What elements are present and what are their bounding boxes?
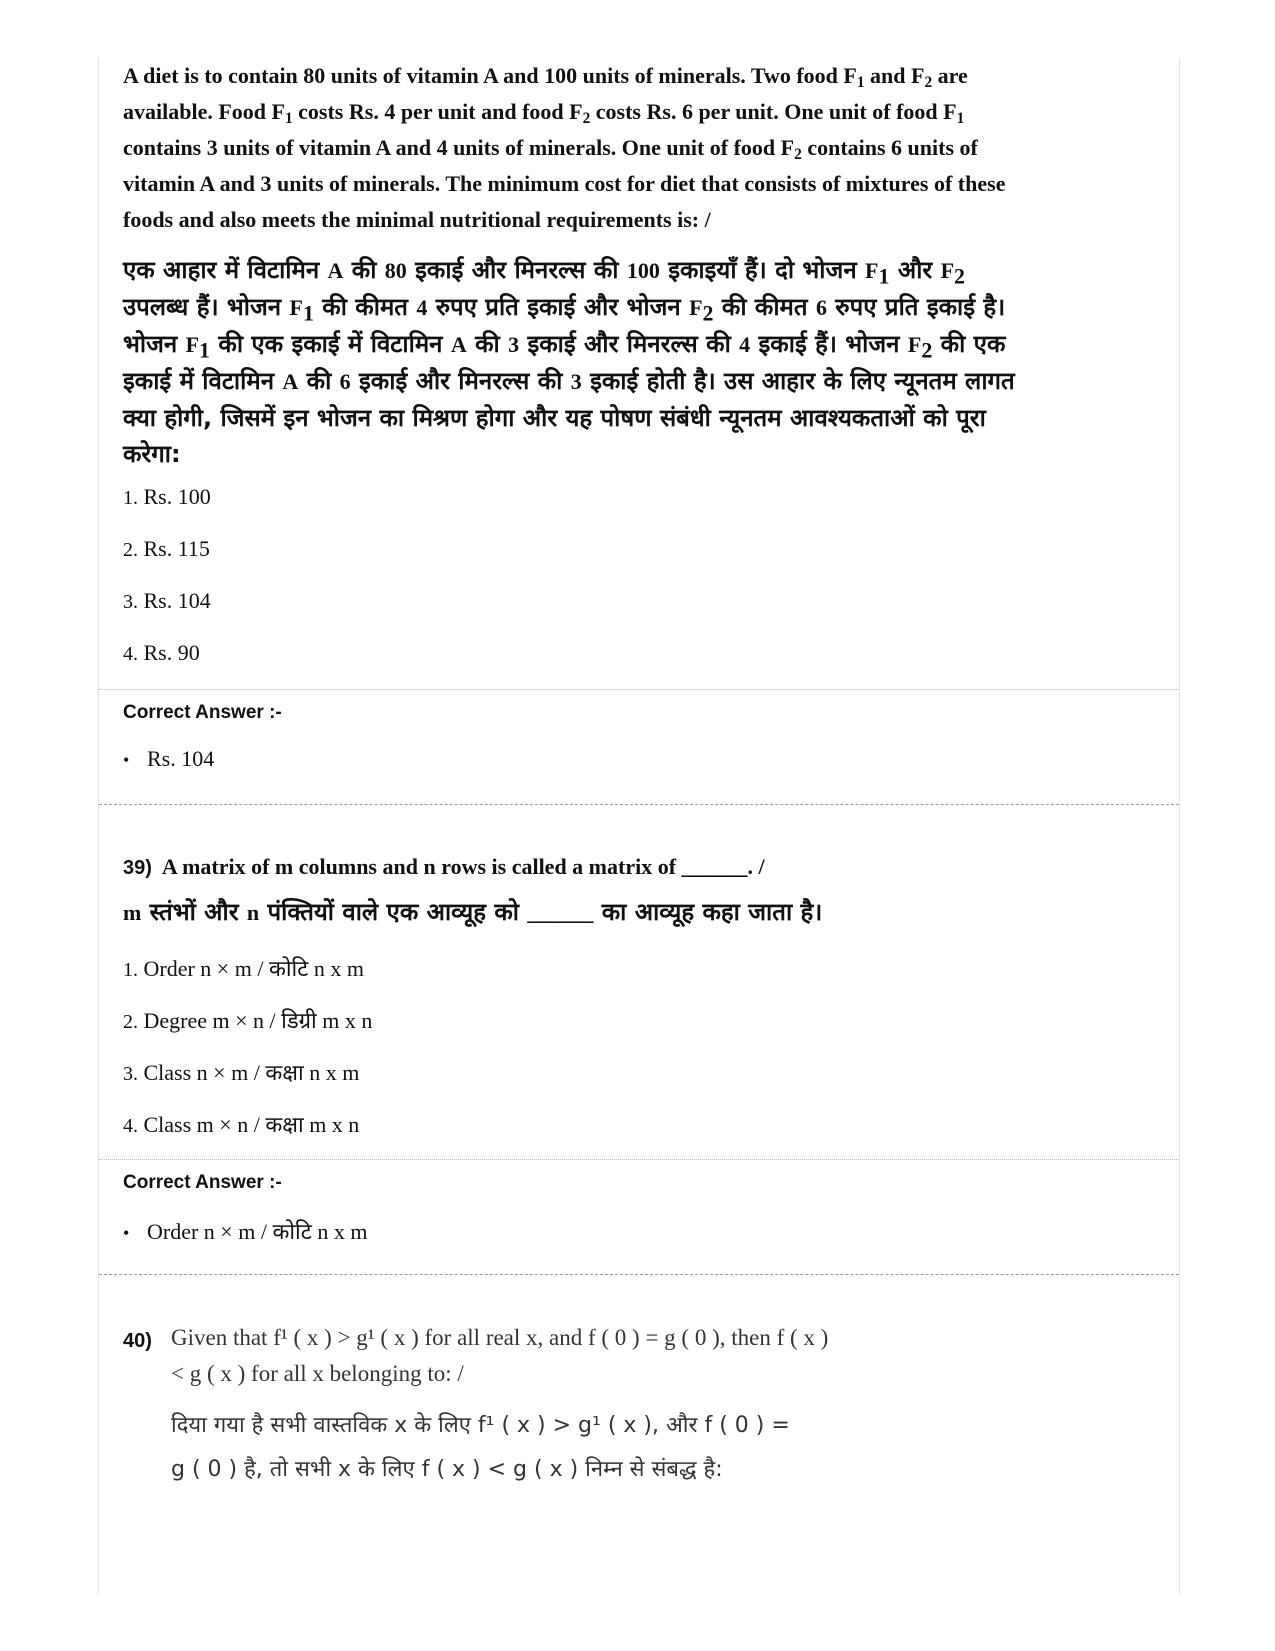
text: F — [865, 258, 879, 283]
divider — [99, 689, 1179, 690]
q39-english-text: A matrix of m columns and n rows is called a matrix of ______. / — [161, 854, 765, 879]
text: इकाई और मिनरल्स की — [350, 367, 571, 395]
option-text: Class m × n / — [143, 1112, 266, 1137]
option-text-hindi: कक्षा — [265, 1061, 304, 1086]
text: रुपए प्रति इकाई और भोजन — [427, 293, 690, 321]
option-text-hindi: कक्षा — [265, 1113, 304, 1138]
q39-option-3 — [123, 1057, 359, 1087]
option-text: n x m — [308, 956, 364, 981]
option-text: n x m — [303, 1060, 360, 1085]
text: और — [889, 256, 941, 284]
text: इकाई होती है। उस आहार के लिए न्यूनतम लागत — [581, 367, 1015, 395]
text: की कीमत — [713, 293, 816, 321]
option-number: 1. — [123, 487, 138, 509]
subscript: 1 — [956, 109, 965, 127]
q38-hindi — [123, 252, 1153, 472]
text: 100 — [626, 258, 660, 283]
text: इकाई और मिनरल्स की — [519, 330, 740, 358]
subscript: 1 — [856, 73, 865, 91]
q39-correct-answer-label: Correct Answer :- — [123, 1172, 282, 1193]
text: इकाई में विटामिन — [123, 367, 283, 395]
option-text: Order n × m / — [143, 956, 269, 981]
text: भोजन — [123, 330, 186, 358]
option-number: 2. — [123, 539, 138, 561]
subscript: 2 — [921, 337, 933, 363]
text: रुपए प्रति इकाई है। — [826, 293, 1006, 321]
blank: ______ — [527, 900, 594, 925]
option-number: 3. — [123, 1063, 138, 1085]
q38-option-1 — [123, 484, 211, 510]
option-text: Degree m × n / — [143, 1008, 282, 1033]
answer-text: Order n × m / — [147, 1219, 273, 1244]
subscript: 2 — [702, 300, 714, 326]
answer-text: n x m — [311, 1219, 368, 1244]
text: स्तंभों और — [141, 898, 247, 926]
q39-english — [123, 848, 1153, 886]
text: एक आहार में विटामिन — [123, 256, 328, 284]
subscript: 1 — [199, 337, 211, 363]
option-text: Rs. 104 — [143, 588, 211, 613]
page-content — [98, 58, 1180, 1594]
text: F — [185, 332, 200, 357]
option-text: m x n — [303, 1112, 360, 1137]
text: 4 — [739, 332, 751, 357]
q38-option-4 — [123, 640, 200, 666]
q39-correct-answer — [123, 1216, 367, 1246]
q38-english-line — [123, 58, 1153, 94]
text: 6 — [815, 295, 827, 320]
q38-correct-answer-label: Correct Answer :- — [123, 702, 282, 723]
option-text-hindi: कोटि — [268, 957, 309, 982]
text: उपलब्ध हैं। भोजन — [123, 293, 290, 321]
text: A — [327, 258, 344, 283]
text: costs Rs. 4 per unit and food F — [292, 99, 583, 124]
q38-english-line — [123, 94, 1153, 130]
text: का आव्यूह कहा जाता है। — [593, 898, 823, 926]
text: 80 — [384, 258, 407, 283]
subscript: 2 — [794, 145, 802, 163]
option-text: Rs. 115 — [143, 536, 210, 561]
text: F — [289, 295, 303, 320]
text: की एक इकाई में विटामिन — [210, 330, 451, 358]
text: 3 — [508, 332, 520, 357]
text: 3 — [570, 369, 582, 394]
q38-correct-answer — [123, 746, 214, 772]
q38-english — [123, 58, 1153, 238]
bullet: • — [123, 750, 130, 770]
option-number: 3. — [123, 591, 138, 613]
subscript: 1 — [284, 109, 293, 127]
option-text: m x n — [316, 1008, 373, 1033]
text: contains 6 units of — [801, 135, 978, 160]
text: contains 3 units of vitamin A and 4 units of minerals. One unit of food F — [123, 135, 795, 160]
text: F — [907, 332, 922, 357]
text: इकाई हैं। भोजन — [750, 330, 908, 358]
option-number: 1. — [123, 959, 138, 981]
text: की — [343, 256, 385, 284]
answer-text-hindi: कोटि — [272, 1220, 312, 1245]
subscript: 1 — [302, 300, 314, 326]
q38-hindi-line: करेगा: — [123, 440, 181, 468]
q40-hindi — [171, 1404, 790, 1492]
q38-hindi-line — [123, 326, 1153, 363]
q39-option-4 — [123, 1109, 359, 1139]
q40-hindi-line: g ( 0 ) है, तो सभी x के लिए f ( x ) < g ( x ) निम्न से संबद्ध है: — [171, 1457, 723, 1482]
subscript: 1 — [878, 263, 890, 289]
text: पंक्तियों वाले एक आव्यूह को — [259, 898, 528, 926]
text: m — [123, 900, 142, 925]
text: 4 — [416, 295, 428, 320]
option-text-hindi: डिग्री — [281, 1009, 317, 1034]
q38-option-3 — [123, 588, 211, 614]
text: and F — [864, 63, 925, 88]
q40-hindi-line: दिया गया है सभी वास्तविक x के लिए f¹ ( x ) > g¹ ( x ), और f ( 0 ) = — [171, 1413, 790, 1438]
subscript: 2 — [582, 109, 591, 127]
text: इकाई और मिनरल्स की — [406, 256, 627, 284]
q38-hindi-line — [123, 363, 1153, 400]
text: costs Rs. 6 per unit. One unit of food F — [590, 99, 957, 124]
q38-hindi-line: क्या होगी, जिसमें इन भोजन का मिश्रण होगा और यह पोषण संबंधी न्यूनतम आवश्यकताओं को पूरा — [123, 404, 986, 432]
text: की — [298, 367, 340, 395]
text: A — [450, 332, 467, 357]
q40-english-line: < g ( x ) for all x belonging to: / — [171, 1361, 464, 1386]
option-number: 4. — [123, 1115, 138, 1137]
text: की एक — [932, 330, 1006, 358]
text: F — [689, 295, 703, 320]
question-number: 40) — [123, 1330, 152, 1352]
subscript: 2 — [924, 73, 933, 91]
text: available. Food F — [123, 99, 285, 124]
q38-english-line: vitamin A and 3 units of minerals. The minimum cost for diet that consists of mixtures of these — [123, 171, 1006, 196]
text: की — [466, 330, 509, 358]
q39-option-1 — [123, 953, 364, 983]
option-text: Rs. 90 — [143, 640, 200, 665]
subscript: 2 — [954, 263, 966, 289]
text: n — [246, 900, 260, 925]
text: इकाइयाँ हैं। दो भोजन — [659, 256, 866, 284]
answer-text: Rs. 104 — [147, 746, 215, 771]
question-number: 39) — [123, 857, 152, 879]
text: A — [282, 369, 299, 394]
bullet: • — [123, 1223, 130, 1243]
q38-option-2 — [123, 536, 210, 562]
divider — [99, 1159, 1179, 1160]
option-text: Class n × m / — [143, 1060, 266, 1085]
text: A diet is to contain 80 units of vitamin A and 100 units of minerals. Two food F — [123, 63, 857, 88]
question-separator — [99, 1274, 1179, 1275]
q38-hindi-line — [123, 289, 1153, 326]
text: की कीमत — [313, 293, 417, 321]
option-number: 2. — [123, 1011, 138, 1033]
q39-hindi-line — [123, 894, 1153, 931]
q38-english-line — [123, 130, 1153, 166]
text: are — [932, 63, 968, 88]
q40-english — [171, 1320, 828, 1392]
question-separator — [99, 804, 1179, 805]
q38-hindi-line — [123, 252, 1153, 289]
text: 6 — [339, 369, 351, 394]
text: F — [940, 258, 955, 283]
q40-english-line: Given that f¹ ( x ) > g¹ ( x ) for all real x, and f ( 0 ) = g ( 0 ), then f ( x ) — [171, 1325, 829, 1350]
q39-option-2 — [123, 1005, 372, 1035]
option-number: 4. — [123, 643, 138, 665]
q38-english-line: foods and also meets the minimal nutritional requirements is: / — [123, 207, 711, 232]
option-text: Rs. 100 — [143, 484, 211, 509]
q39-hindi — [123, 894, 1153, 931]
